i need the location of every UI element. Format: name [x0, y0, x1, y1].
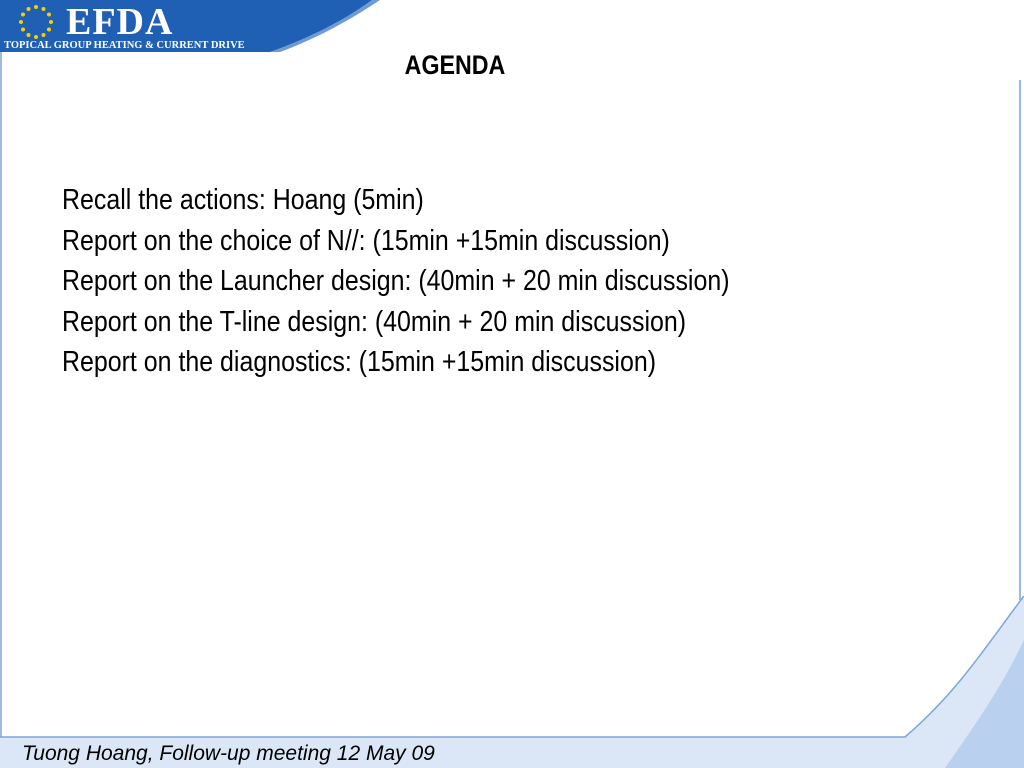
slide-title: AGENDA: [404, 50, 506, 80]
agenda-item: Report on the diagnostics: (15min +15min discussion): [62, 346, 657, 378]
agenda-item: Recall the actions: Hoang (5min): [62, 184, 424, 216]
agenda-list: [62, 180, 730, 383]
footer-text: Tuong Hoang, Follow-up meeting 12 May 09: [22, 742, 435, 765]
agenda-item: Report on the Launcher design: (40min + 20 min discussion): [62, 265, 730, 297]
agenda-item: Report on the choice of N//: (15min +15min discussion): [62, 224, 670, 257]
agenda-item: Report on the T-line design: (40min + 20 min discussion): [62, 305, 687, 338]
topical-group-subtitle: TOPICAL GROUP HEATING & CURRENT DRIVE: [4, 40, 245, 51]
efda-logo: EFDA: [66, 1, 174, 43]
eu-stars-icon: [16, 2, 56, 42]
